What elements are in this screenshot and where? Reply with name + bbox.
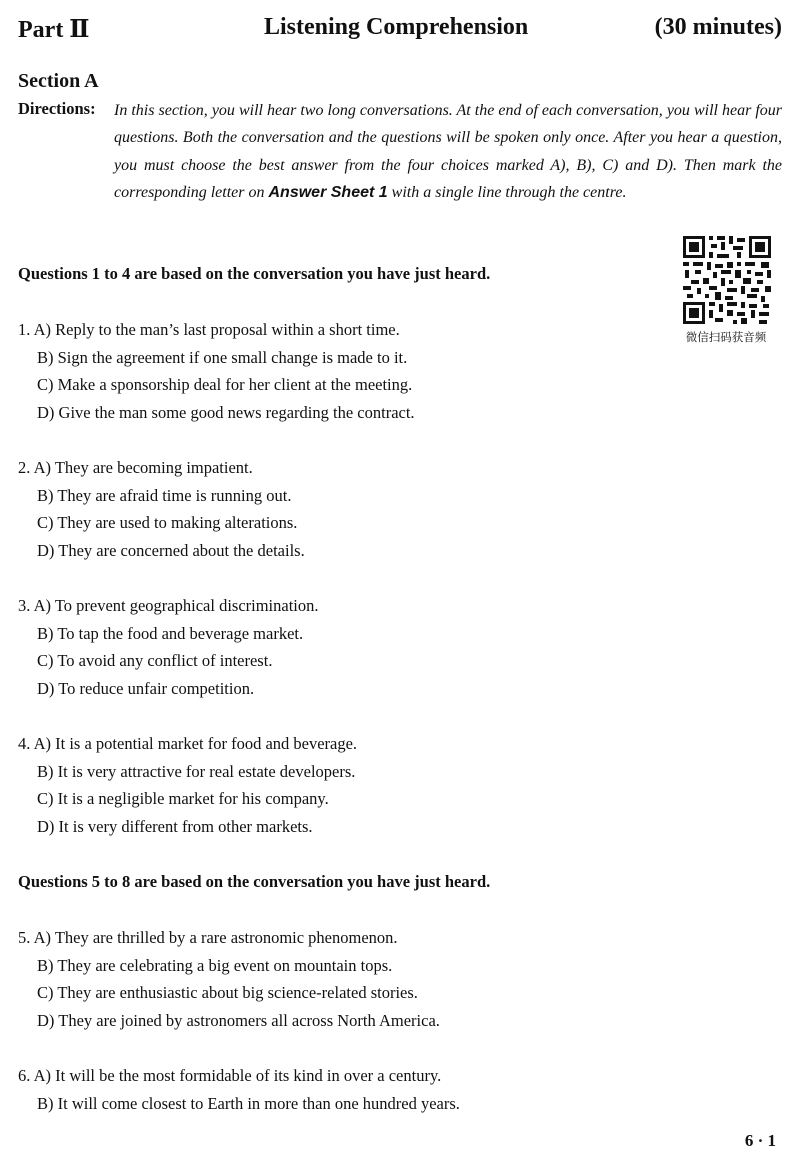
option-a: A) To prevent geographical discrimination. [33, 596, 319, 615]
question-number: 2. [18, 458, 31, 477]
option-c: C) It is a negligible market for his company. [37, 789, 329, 808]
option-c: C) They are enthusiastic about big science-related stories. [37, 983, 418, 1002]
directions-text [114, 97, 782, 206]
directions-label: Directions: [18, 99, 96, 118]
option-a: A) They are becoming impatient. [33, 458, 253, 477]
answer-sheet-label: Answer Sheet 1 [268, 183, 388, 201]
part-title: Listening Comprehension [264, 14, 529, 40]
group-title-q1-4: Questions 1 to 4 are based on the conversation you have just heard. [18, 264, 491, 283]
page-header [18, 14, 782, 48]
directions-text-before: In this section, you will hear two long conversations. At the end of each conversation, you will hear four questions. Both the conversation and the questions will be spoken only once. After you hear a question, you must choose the best answer from the four choices marked A), B), C) and D). Then mark the corresponding letter on [114, 102, 782, 201]
option-d: D) They are joined by astronomers all across North America. [37, 1011, 440, 1030]
option-c: C) They are used to making alterations. [37, 513, 298, 532]
section-title: Section A [18, 70, 99, 92]
option-b: B) They are celebrating a big event on mountain tops. [37, 956, 393, 975]
question-1 [18, 320, 400, 340]
group-title-q5-8: Questions 5 to 8 are based on the conversation you have just heard. [18, 872, 491, 891]
question-3 [18, 596, 319, 616]
option-a: A) It is a potential market for food and beverage. [33, 734, 358, 753]
option-b: B) They are afraid time is running out. [37, 486, 292, 505]
option-b: B) Sign the agreement if one small change is made to it. [37, 348, 408, 367]
option-c: C) To avoid any conflict of interest. [37, 651, 273, 670]
option-d: D) Give the man some good news regarding the contract. [37, 403, 415, 422]
question-6 [18, 1066, 441, 1086]
option-d: D) It is very different from other markets. [37, 817, 313, 836]
question-4 [18, 734, 357, 754]
option-b: B) It will come closest to Earth in more than one hundred years. [37, 1094, 460, 1113]
qr-caption: 微信扫码获音频 [685, 330, 767, 344]
option-a: A) Reply to the man’s last proposal within a short time. [33, 320, 400, 339]
option-a: A) They are thrilled by a rare astronomic phenomenon. [33, 928, 398, 947]
question-5 [18, 928, 398, 948]
question-number: 1. [18, 320, 31, 339]
question-2 [18, 458, 253, 478]
directions-text-after: with a single line through the centre. [387, 183, 627, 201]
question-number: 5. [18, 928, 31, 947]
option-d: D) They are concerned about the details. [37, 541, 305, 560]
question-number: 4. [18, 734, 31, 753]
question-number: 6. [18, 1066, 31, 1085]
option-b: B) It is very attractive for real estate developers. [37, 762, 356, 781]
part-label: Part Ⅱ [18, 17, 90, 43]
page-number: 6 · 1 [744, 1131, 776, 1150]
option-a: A) It will be the most formidable of its kind in over a century. [33, 1066, 442, 1085]
option-b: B) To tap the food and beverage market. [37, 624, 304, 643]
qr-code-icon [681, 234, 773, 326]
option-c: C) Make a sponsorship deal for her client at the meeting. [37, 375, 413, 394]
qr-code-block [680, 234, 774, 345]
option-d: D) To reduce unfair competition. [37, 679, 255, 698]
question-number: 3. [18, 596, 31, 615]
time-limit: (30 minutes) [654, 14, 782, 40]
